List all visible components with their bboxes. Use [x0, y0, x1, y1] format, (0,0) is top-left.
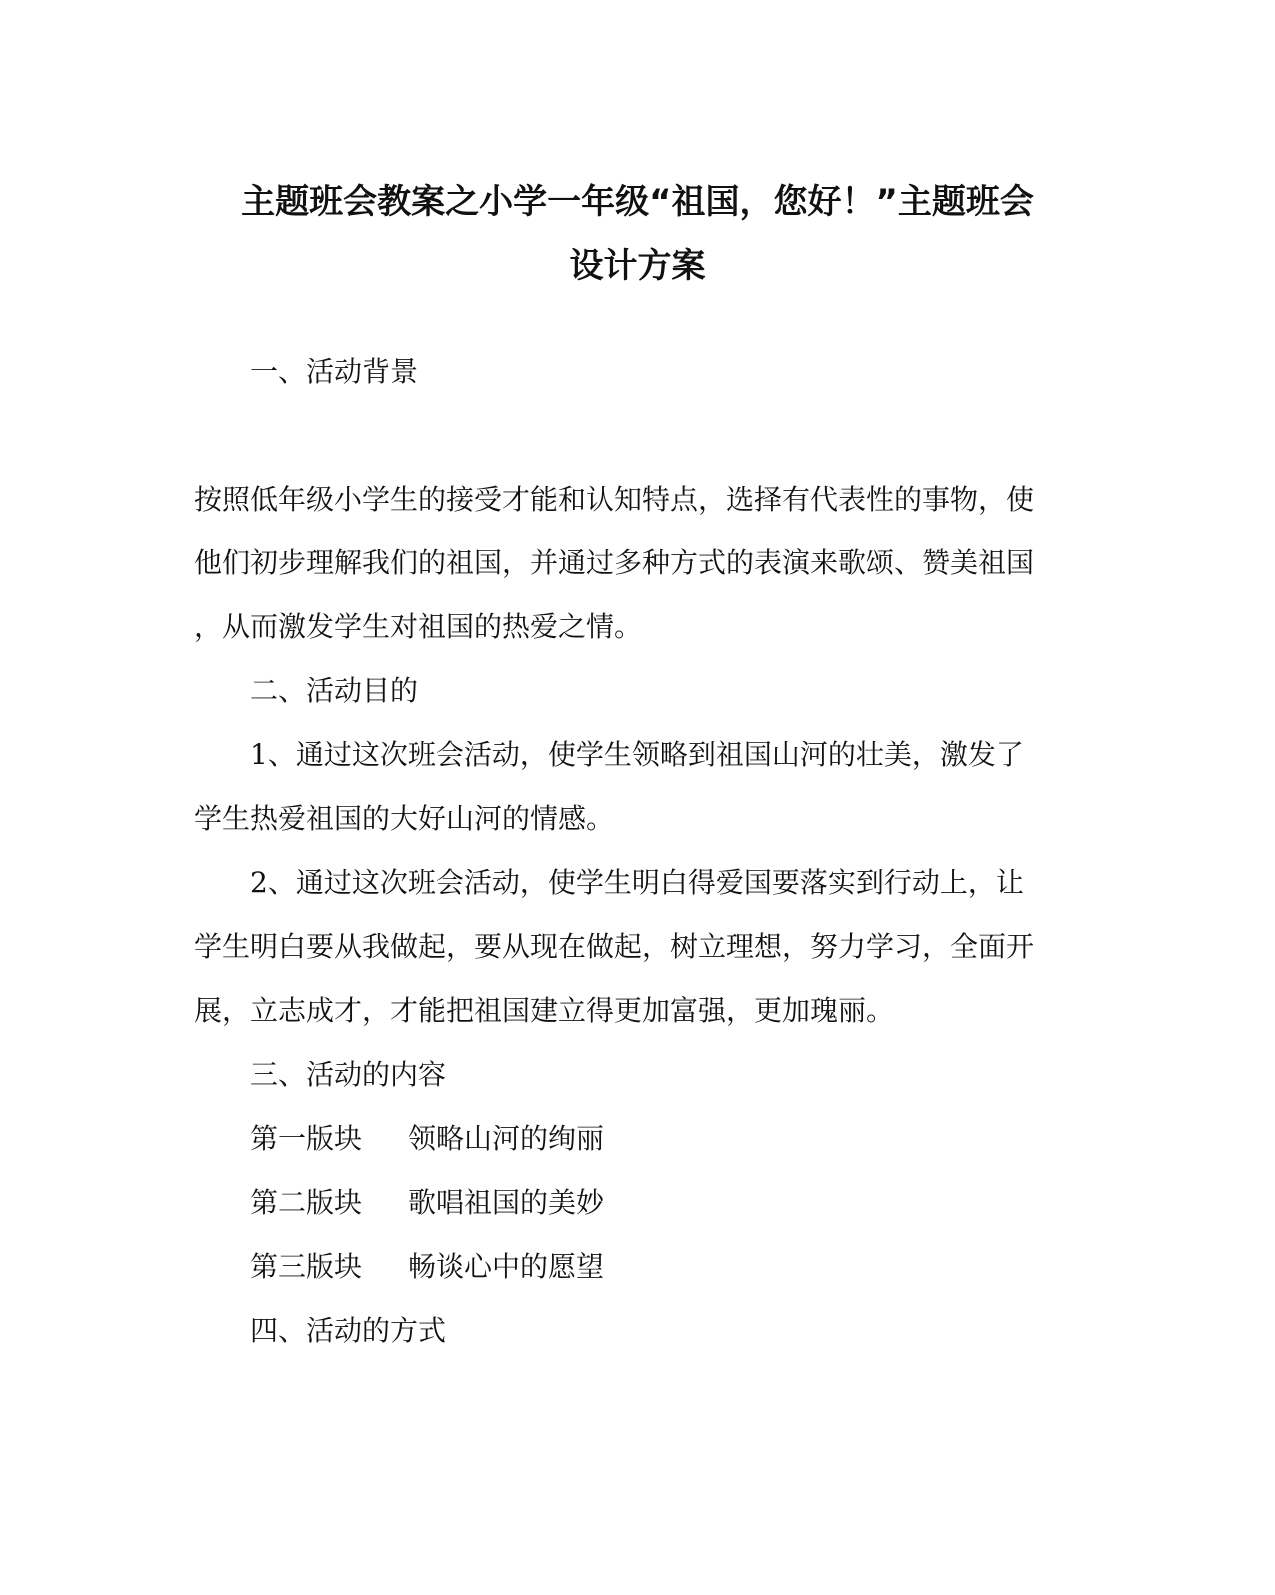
block-description: 歌唱祖国的美妙 [408, 1186, 605, 1219]
block-name: 第三版块 [250, 1250, 363, 1283]
block-name: 第一版块 [250, 1122, 363, 1155]
goal-2-line-1: 2、通过这次班会活动，使学生明白得爱国要落实到行动上，让 [250, 866, 1024, 899]
content-block-1 [250, 1119, 1130, 1159]
content-block-2 [250, 1183, 1130, 1223]
background-paragraph-line-1: 按照低年级小学生的接受才能和认知特点，选择有代表性的事物，使 [194, 483, 1035, 516]
goal-1-line-1: 1、通过这次班会活动，使学生领略到祖国山河的壮美，激发了 [250, 738, 1024, 771]
section-heading-purpose: 二、活动目的 [250, 674, 419, 707]
section-heading-content: 三、活动的内容 [250, 1058, 447, 1091]
block-description: 畅谈心中的愿望 [408, 1250, 605, 1283]
background-paragraph-line-2: 他们初步理解我们的祖国，并通过多种方式的表演来歌颂、赞美祖国 [194, 546, 1035, 579]
block-description: 领略山河的绚丽 [408, 1122, 605, 1155]
document-title-line-2: 设计方案 [569, 246, 706, 286]
block-name: 第二版块 [250, 1186, 363, 1219]
goal-1-line-2: 学生热爱祖国的大好山河的情感。 [194, 802, 615, 835]
section-heading-background: 一、活动背景 [250, 355, 419, 388]
content-block-3 [250, 1247, 1130, 1287]
goal-2-line-2: 学生明白要从我做起，要从现在做起，树立理想，努力学习，全面开 [194, 930, 1035, 963]
background-paragraph-line-3: ，从而激发学生对祖国的热爱之情。 [194, 610, 643, 643]
goal-2-line-3: 展，立志成才，才能把祖国建立得更加富强，更加瑰丽。 [194, 994, 895, 1027]
document-title-line-1: 主题班会教案之小学一年级“祖国，您好！”主题班会 [241, 182, 1034, 222]
section-heading-format: 四、活动的方式 [250, 1314, 447, 1347]
